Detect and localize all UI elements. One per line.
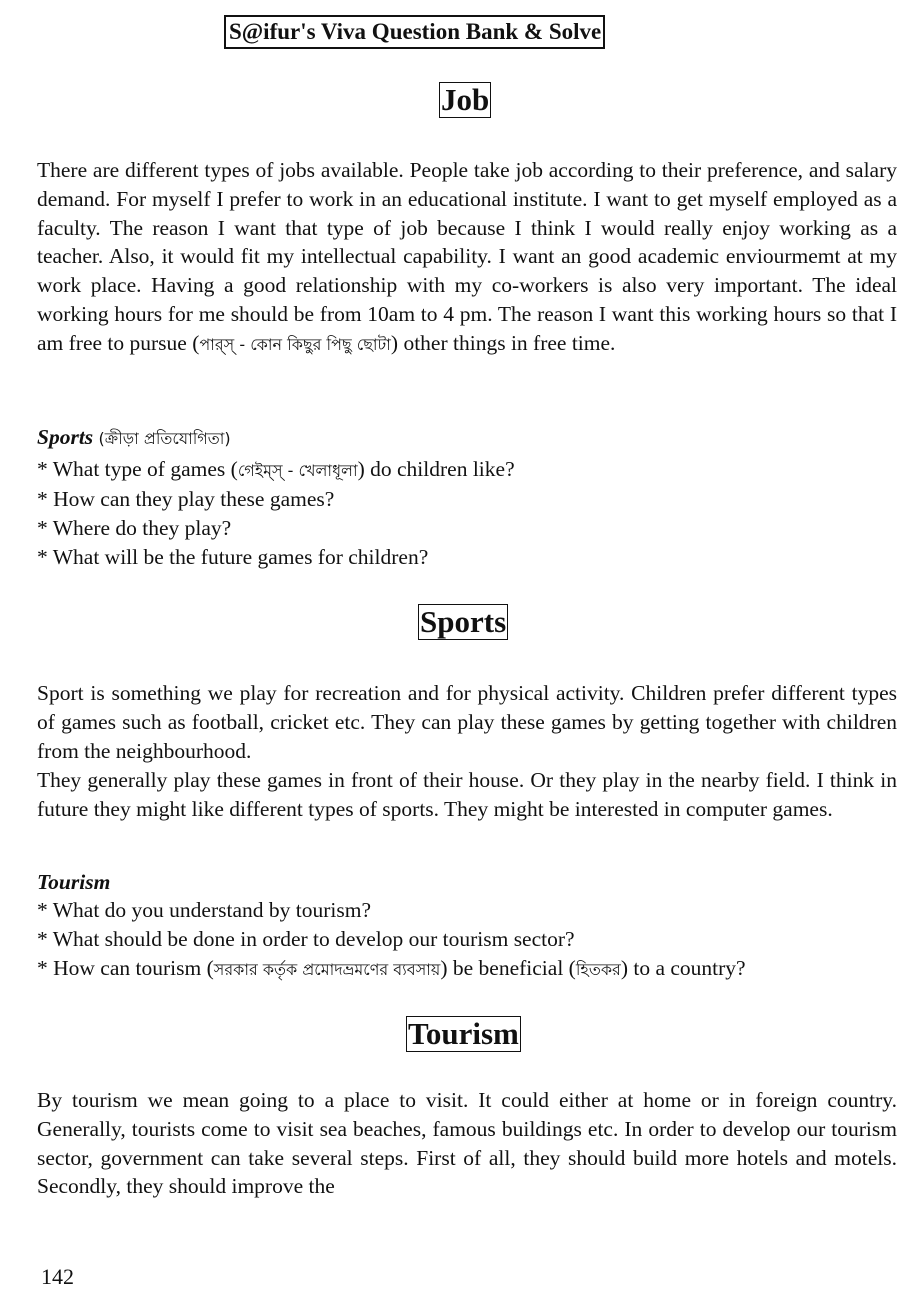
sports-question-1-bangla: গেইম্‌স্‌ - খেলাধূলা: [237, 461, 358, 480]
sports-question-2: * How can they play these games?: [37, 487, 335, 511]
sports-question-1-end: ) do children like?: [357, 457, 515, 481]
job-paragraph-end: ) other things in free time.: [390, 330, 616, 355]
tourism-heading: Tourism: [408, 1016, 519, 1051]
sports-questions-label-bangla: (ক্রীড়া প্রতিযোগিতা): [98, 429, 231, 448]
page-number: 142: [41, 1264, 74, 1289]
sports-questions-label: Sports: [37, 425, 94, 449]
page-header-title: S@ifur's Viva Question Bank & Solve: [224, 15, 605, 49]
tourism-question-3-bangla-2: হিতকর: [575, 960, 621, 979]
sports-question-1-text: * What type of games (: [37, 457, 238, 481]
tourism-paragraph: By tourism we mean going to a place to visit. It could either at home or in foreign country. Generally, tourists come to visit sea beaches, famous buildings etc. In order to develop our tourism sector, government can take several steps. First of all, they should build more hotels and motels. Secondly, they should improve the: [37, 1088, 897, 1199]
job-paragraph-bangla: পার্‌স্‌ - কোন কিছুর পিছু ছোটা: [199, 334, 391, 354]
sports-question-4: * What will be the future games for children?: [37, 545, 429, 569]
sports-paragraph-2: They generally play these games in front of their house. Or they play in the nearby field. I think in future they might like different types of sports. They might be interested in computer games.: [37, 768, 897, 821]
sports-question-3: * Where do they play?: [37, 516, 232, 540]
tourism-question-3-end: ) to a country?: [620, 956, 746, 980]
tourism-question-3-text: * How can tourism (: [37, 956, 214, 980]
tourism-question-1: * What do you understand by tourism?: [37, 898, 371, 922]
sports-heading: Sports: [420, 604, 507, 639]
tourism-question-2: * What should be done in order to develop our tourism sector?: [37, 927, 575, 951]
sports-questions-label-line: [37, 423, 231, 454]
tourism-question-3-bangla-1: সরকার কর্তৃক প্রমোদভ্রমণের ব্যবসায়: [213, 960, 441, 979]
tourism-question-3-middle: ) be beneficial (: [440, 956, 576, 980]
tourism-questions-label: Tourism: [37, 870, 111, 894]
job-heading: Job: [441, 82, 490, 117]
job-paragraph-text: There are different types of jobs available. People take job according to their preference, and salary demand. For myself I prefer to work in an educational institute. I want to get myself employed as a faculty. The reason I want that type of job because I think I would really enjoy working as a teacher. Also, it would fit my intellectual capability. I want an good academic enviourmemt at my work place. Having a good relationship with my co-workers is also very important. The ideal working hours for me should be from 10am to 4 pm. The reason I want this working hours so that I am free to pursue (: [37, 158, 897, 355]
job-paragraph: [37, 156, 897, 360]
sports-question-1: [37, 455, 515, 486]
sports-paragraph-1: Sport is something we play for recreation and for physical activity. Children prefer different types of games such as football, cricket etc. They can play these games by getting together with children from the neighbourhood.: [37, 681, 897, 763]
tourism-question-3: [37, 954, 746, 985]
